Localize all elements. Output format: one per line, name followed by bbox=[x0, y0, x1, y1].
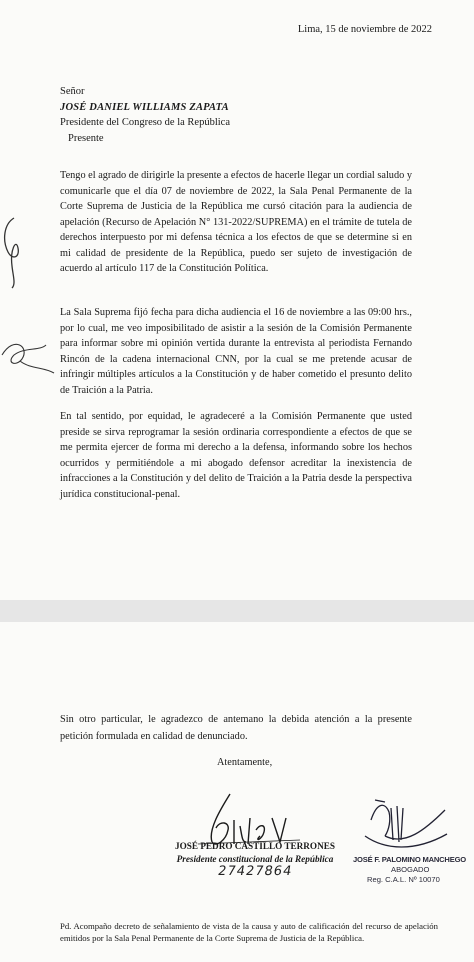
stamp-name: JOSÉ F. PALOMINO MANCHEGO bbox=[353, 855, 466, 864]
lawyer-stamp bbox=[353, 855, 466, 885]
stamp-role: ABOGADO bbox=[391, 865, 430, 874]
margin-initial-scribble-1 bbox=[0, 210, 30, 290]
body-paragraph-2: La Sala Suprema fijó fecha para dicha audiencia el 16 de noviembre a las 09:00 hrs., por lo cual, me veo imposibilitado de asistir a la sesión de la Comisión Permanente para informar sobre mi opinión vertida durante la entrevista al periodista Fernando Rincón de la cadena internacional CNN, por la cual se me pretende acusar de infringir múltiples artículos a la Constitución y de haber cometido el presunto delito de Traición a la Patria. bbox=[60, 307, 412, 396]
closing-paragraph: Sin otro particular, le agradezco de antemano la debida atención a la presente petición formulada en calidad de denunciado. bbox=[60, 714, 412, 742]
president-signature-block bbox=[160, 840, 350, 879]
lawyer-signature bbox=[355, 790, 455, 855]
addressee-title: Presidente del Congreso de la República bbox=[60, 117, 230, 128]
letter-date: Lima, 15 de noviembre de 2022 bbox=[297, 24, 432, 35]
addressee-presente: Presente bbox=[68, 132, 104, 144]
farewell: Atentamente, bbox=[217, 757, 273, 768]
signatory-dni: 27427864 bbox=[216, 864, 294, 879]
margin-initial-scribble-2 bbox=[0, 325, 60, 385]
signatory-name: JOSÉ PEDRO CASTILLO TERRONES bbox=[175, 841, 335, 851]
body-paragraph-1: Tengo el agrado de dirigirle la presente a efectos de hacerle llegar un cordial saludo y comunicarle que el día 07 de noviembre de 2022, la Sala Penal Permanente de la Corte Suprema de Justicia de la República me cursó citación para la audiencia de apelación (Recurso de Apelación N° 131-2022/SUPREMA) en el trámite de tutela de derechos interpuesto por mi defensa técnica a los efectos de que se determine si en mi calidad de presidente de la República, puedo ser sujeto de investigación de acuerdo al artículo 117 de la Constitución Política. bbox=[60, 170, 412, 274]
addressee-name: JOSÉ DANIEL WILLIAMS ZAPATA bbox=[60, 101, 229, 113]
salutation: Señor bbox=[60, 86, 85, 97]
stamp-registration: Reg. C.A.L. Nº 10070 bbox=[367, 875, 440, 884]
body-paragraph-3: En tal sentido, por equidad, le agradeceré a la Comisión Permanente que usted preside se sirva reprogramar la sesión ordinaria correspondiente a efectos de que se me permita ejercer de forma mi derecho a la defensa, informando sobre los hechos ocurridos y permitiéndole a mi abogado defensor acreditar la inexistencia de infracciones a la Constitución y del delito de Traición a la Patria desde la perspectiva jurídica constitucional-penal. bbox=[60, 411, 412, 500]
postscript: Pd. Acompaño decreto de señalamiento de vista de la causa y auto de calificación del recurso de apelación emitidos por la Sala Penal Permanente de la Corte Suprema de Justicia de la República. bbox=[60, 921, 438, 943]
signatory-role: Presidente constitucional de la República bbox=[176, 853, 334, 864]
addressee-block bbox=[60, 84, 230, 146]
page-separator bbox=[0, 600, 474, 622]
